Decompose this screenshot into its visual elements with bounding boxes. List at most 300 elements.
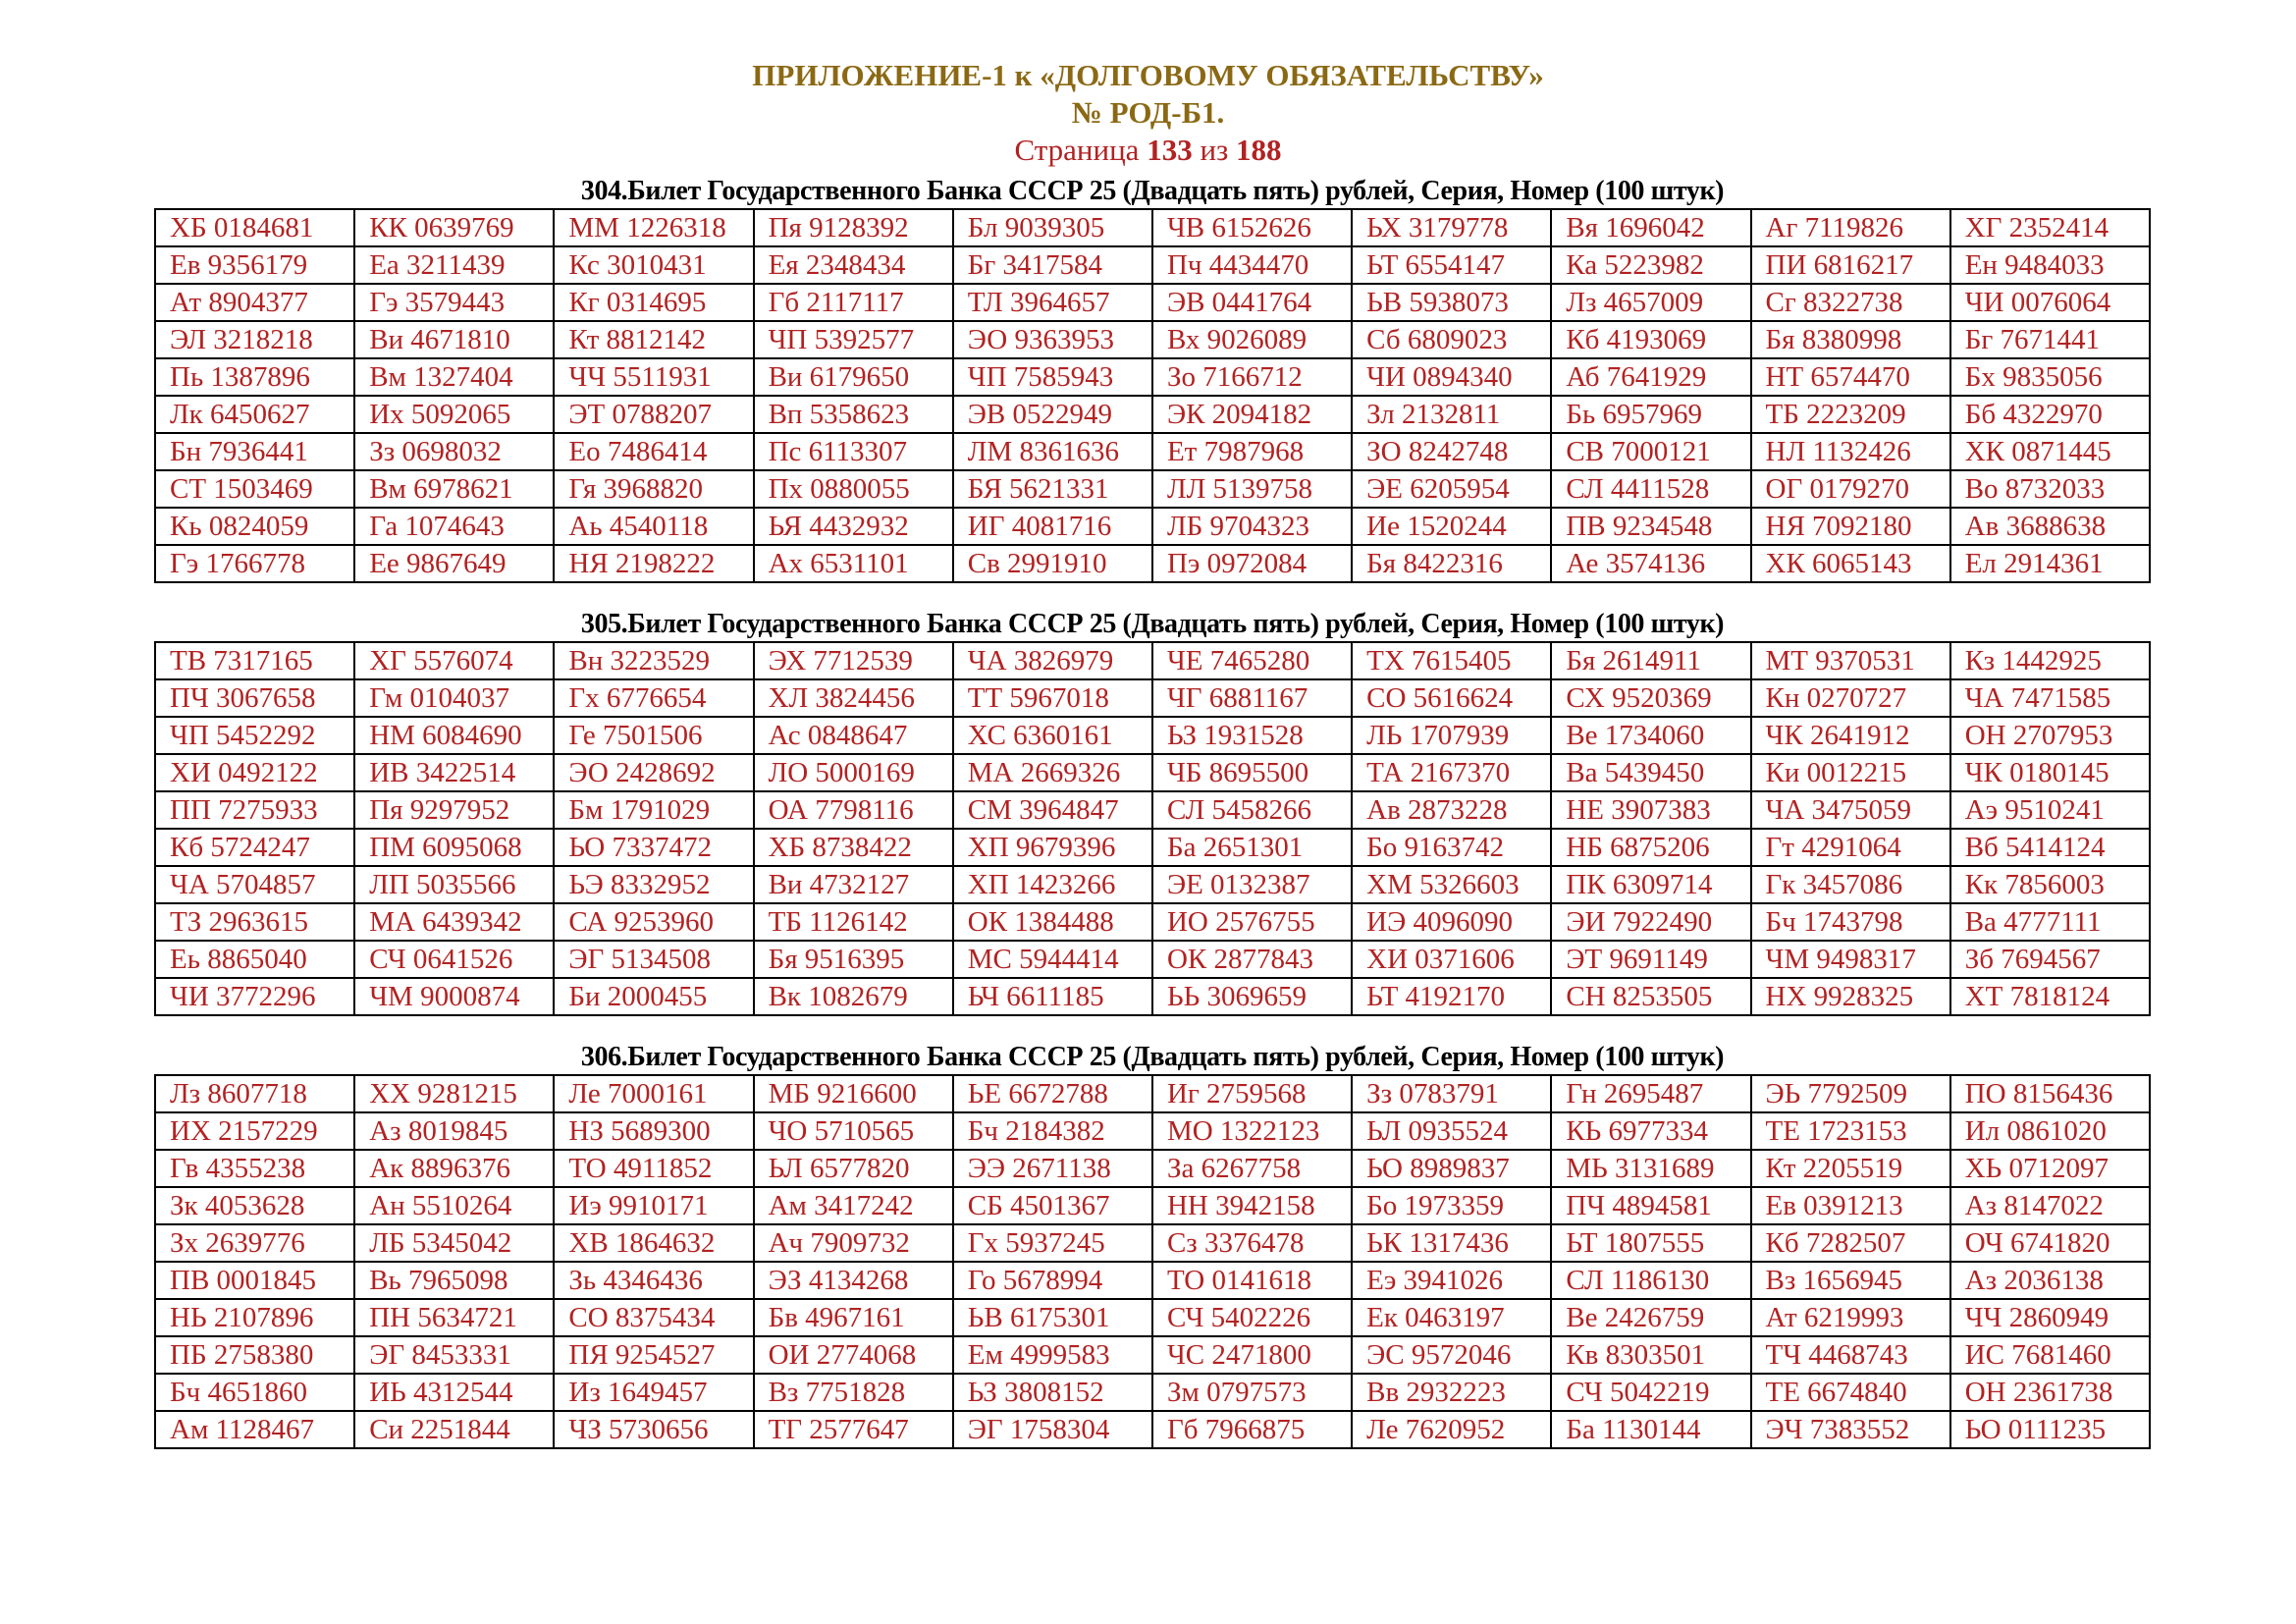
- serial-cell: Ас 0848647: [754, 717, 953, 754]
- page-total: 188: [1236, 133, 1282, 167]
- serial-cell: Ео 7486414: [554, 433, 753, 470]
- serial-cell: ХБ 8738422: [754, 829, 953, 866]
- serial-cell: НХ 9928325: [1751, 978, 1950, 1015]
- serial-cell: ЛЬ 1707939: [1352, 717, 1551, 754]
- serial-cell: ПВ 9234548: [1551, 508, 1750, 545]
- serial-cell: ПЧ 4894581: [1551, 1187, 1750, 1224]
- serial-cell: Ен 9484033: [1950, 246, 2150, 284]
- serial-cell: ЭС 9572046: [1352, 1336, 1551, 1374]
- table-row: [155, 978, 2150, 1015]
- serial-cell: ЧБ 8695500: [1152, 754, 1352, 791]
- section-heading: 304.Билет Государственного Банка СССР 25 (Двадцать пять) рублей, Серия, Номер (100 штук): [580, 176, 1725, 206]
- serial-cell: ЧА 3475059: [1751, 791, 1950, 829]
- serial-cell: ХВ 1864632: [554, 1224, 753, 1262]
- serial-cell: ЛО 5000169: [754, 754, 953, 791]
- serial-cell: Вз 7751828: [754, 1374, 953, 1411]
- serial-cell: Кк 7856003: [1950, 866, 2150, 903]
- serial-cell: ЭЕ 6205954: [1352, 470, 1551, 508]
- serial-cell: Гк 3457086: [1751, 866, 1950, 903]
- serial-cell: ЧА 7471585: [1950, 679, 2150, 717]
- serial-cell: ЧА 5704857: [155, 866, 354, 903]
- serial-cell: Ви 4732127: [754, 866, 953, 903]
- serial-cell: ХТ 7818124: [1950, 978, 2150, 1015]
- serial-cell: ОГ 0179270: [1751, 470, 1950, 508]
- serial-cell: Кв 8303501: [1551, 1336, 1750, 1374]
- serial-cell: СЛ 5458266: [1152, 791, 1352, 829]
- serial-cell: Ее 9867649: [354, 545, 554, 582]
- serial-cell: Го 5678994: [953, 1262, 1152, 1299]
- serial-cell: СЛ 1186130: [1551, 1262, 1750, 1299]
- serial-cell: Гт 4291064: [1751, 829, 1950, 866]
- serial-cell: ТБ 2223209: [1751, 396, 1950, 433]
- serial-cell: Ея 2348434: [754, 246, 953, 284]
- serial-cell: Би 2000455: [554, 978, 753, 1015]
- serial-cell: ПЧ 3067658: [155, 679, 354, 717]
- serial-cell: СЧ 5402226: [1152, 1299, 1352, 1336]
- serial-cell: ИЭ 4096090: [1352, 903, 1551, 941]
- serial-cell: Аб 7641929: [1551, 358, 1750, 396]
- serial-cell: ТА 2167370: [1352, 754, 1551, 791]
- serial-cell: Бг 3417584: [953, 246, 1152, 284]
- table-row: [155, 754, 2150, 791]
- table-row: [155, 358, 2150, 396]
- serial-cell: Кб 7282507: [1751, 1224, 1950, 1262]
- serial-cell: ЬЛ 0935524: [1352, 1112, 1551, 1150]
- serials-section-305: [154, 608, 2151, 1016]
- page-middle: из: [1192, 133, 1237, 167]
- serial-cell: ЧО 5710565: [754, 1112, 953, 1150]
- serial-cell: ЬО 0111235: [1950, 1411, 2150, 1448]
- serial-cell: Сз 3376478: [1152, 1224, 1352, 1262]
- serial-cell: Ат 6219993: [1751, 1299, 1950, 1336]
- serial-cell: ЬЧ 6611185: [953, 978, 1152, 1015]
- serial-cell: ЧИ 0894340: [1352, 358, 1551, 396]
- serial-cell: СО 8375434: [554, 1299, 753, 1336]
- serials-table: [154, 1074, 2151, 1449]
- serial-cell: ОЧ 6741820: [1950, 1224, 2150, 1262]
- serial-cell: Аг 7119826: [1751, 209, 1950, 246]
- table-row: [155, 791, 2150, 829]
- serial-cell: ХС 6360161: [953, 717, 1152, 754]
- serial-cell: Гн 2695487: [1551, 1075, 1750, 1112]
- serial-cell: Бч 1743798: [1751, 903, 1950, 941]
- serial-cell: Лз 8607718: [155, 1075, 354, 1112]
- serial-cell: Еэ 3941026: [1352, 1262, 1551, 1299]
- serial-cell: Бя 8380998: [1751, 321, 1950, 358]
- table-row: [155, 717, 2150, 754]
- serial-cell: Бч 4651860: [155, 1374, 354, 1411]
- serial-cell: Пх 0880055: [754, 470, 953, 508]
- serial-cell: ХЛ 3824456: [754, 679, 953, 717]
- serial-cell: ЧЧ 2860949: [1950, 1299, 2150, 1336]
- table-row: [155, 1187, 2150, 1224]
- serial-cell: ЧВ 6152626: [1152, 209, 1352, 246]
- serial-cell: ЧП 5452292: [155, 717, 354, 754]
- serial-cell: Ле 7000161: [554, 1075, 753, 1112]
- section-heading: 305.Билет Государственного Банка СССР 25 (Двадцать пять) рублей, Серия, Номер (100 штук): [580, 609, 1725, 639]
- serial-cell: Зк 4053628: [155, 1187, 354, 1224]
- serial-cell: Ба 2651301: [1152, 829, 1352, 866]
- serial-cell: ЬВ 5938073: [1352, 284, 1551, 321]
- page-prefix: Страница: [1014, 133, 1148, 167]
- serial-cell: Пь 1387896: [155, 358, 354, 396]
- serial-cell: ТБ 1126142: [754, 903, 953, 941]
- serial-cell: ЧЧ 5511931: [554, 358, 753, 396]
- serial-cell: Кн 0270727: [1751, 679, 1950, 717]
- serial-cell: Бх 9835056: [1950, 358, 2150, 396]
- serial-cell: СТ 1503469: [155, 470, 354, 508]
- table-row: [155, 866, 2150, 903]
- table-row: [155, 1224, 2150, 1262]
- serial-cell: Пя 9128392: [754, 209, 953, 246]
- serial-cell: ОК 2877843: [1152, 941, 1352, 978]
- serial-cell: Ем 4999583: [953, 1336, 1152, 1374]
- serial-cell: МТ 9370531: [1751, 642, 1950, 679]
- serial-cell: ЬО 7337472: [554, 829, 753, 866]
- serial-cell: За 6267758: [1152, 1150, 1352, 1187]
- serial-cell: ЧИ 3772296: [155, 978, 354, 1015]
- serial-cell: НТ 6574470: [1751, 358, 1950, 396]
- table-row: [155, 1411, 2150, 1448]
- serial-cell: Из 1649457: [554, 1374, 753, 1411]
- serial-cell: Вн 3223529: [554, 642, 753, 679]
- serial-cell: НБ 6875206: [1551, 829, 1750, 866]
- serial-cell: МА 6439342: [354, 903, 554, 941]
- serial-cell: Аз 2036138: [1950, 1262, 2150, 1299]
- serial-cell: ХГ 2352414: [1950, 209, 2150, 246]
- serial-cell: Во 8732033: [1950, 470, 2150, 508]
- serial-cell: МА 2669326: [953, 754, 1152, 791]
- serial-cell: ПМ 6095068: [354, 829, 554, 866]
- serial-cell: Лз 4657009: [1551, 284, 1750, 321]
- table-row: [155, 829, 2150, 866]
- serial-cell: ОН 2361738: [1950, 1374, 2150, 1411]
- serial-cell: НЛ 1132426: [1751, 433, 1950, 470]
- serial-cell: Ви 4671810: [354, 321, 554, 358]
- serial-cell: Ил 0861020: [1950, 1112, 2150, 1150]
- serial-cell: ЧП 7585943: [953, 358, 1152, 396]
- serial-cell: ЬЕ 6672788: [953, 1075, 1152, 1112]
- document-number: № РОД-Б1.: [1071, 95, 1225, 130]
- serial-cell: ЧК 2641912: [1751, 717, 1950, 754]
- serial-cell: СА 9253960: [554, 903, 753, 941]
- serial-cell: Их 5092065: [354, 396, 554, 433]
- serial-cell: ПП 7275933: [155, 791, 354, 829]
- serial-cell: Ев 9356179: [155, 246, 354, 284]
- serial-cell: ОК 1384488: [953, 903, 1152, 941]
- serial-cell: ЭВ 0441764: [1152, 284, 1352, 321]
- serial-cell: Бл 9039305: [953, 209, 1152, 246]
- serial-cell: Аз 8147022: [1950, 1187, 2150, 1224]
- serial-cell: ЧП 5392577: [754, 321, 953, 358]
- serial-cell: Ак 8896376: [354, 1150, 554, 1187]
- serial-cell: ХИ 0492122: [155, 754, 354, 791]
- serial-cell: ЬТ 1807555: [1551, 1224, 1750, 1262]
- serial-cell: Зм 0797573: [1152, 1374, 1352, 1411]
- serial-cell: ХХ 9281215: [354, 1075, 554, 1112]
- table-row: [155, 508, 2150, 545]
- serial-cell: ЧМ 9000874: [354, 978, 554, 1015]
- serial-cell: ТО 4911852: [554, 1150, 753, 1187]
- serial-cell: Кз 1442925: [1950, 642, 2150, 679]
- serial-cell: Вь 7965098: [354, 1262, 554, 1299]
- serial-cell: ХП 9679396: [953, 829, 1152, 866]
- serial-cell: ИХ 2157229: [155, 1112, 354, 1150]
- section-heading: 306.Билет Государственного Банка СССР 25 (Двадцать пять) рублей, Серия, Номер (100 штук): [580, 1042, 1725, 1072]
- serial-cell: Бг 7671441: [1950, 321, 2150, 358]
- serial-cell: Аэ 9510241: [1950, 791, 2150, 829]
- serial-cell: ПИ 6816217: [1751, 246, 1950, 284]
- serial-cell: Сг 8322738: [1751, 284, 1950, 321]
- serial-cell: Гя 3968820: [554, 470, 753, 508]
- serial-cell: Ав 2873228: [1352, 791, 1551, 829]
- serial-cell: ЭГ 8453331: [354, 1336, 554, 1374]
- serial-cell: СМ 3964847: [953, 791, 1152, 829]
- serial-cell: Гб 2117117: [754, 284, 953, 321]
- serial-cell: Гх 5937245: [953, 1224, 1152, 1262]
- serial-cell: ЬЬ 3069659: [1152, 978, 1352, 1015]
- table-row: [155, 941, 2150, 978]
- serial-cell: Пс 6113307: [754, 433, 953, 470]
- serial-cell: Кт 2205519: [1751, 1150, 1950, 1187]
- serial-cell: ЭО 9363953: [953, 321, 1152, 358]
- serial-cell: ЬЭ 8332952: [554, 866, 753, 903]
- serial-cell: СН 8253505: [1551, 978, 1750, 1015]
- serial-cell: Вк 1082679: [754, 978, 953, 1015]
- serial-cell: МС 5944414: [953, 941, 1152, 978]
- serial-cell: Бя 2614911: [1551, 642, 1750, 679]
- serial-cell: ХК 0871445: [1950, 433, 2150, 470]
- serial-cell: Гм 0104037: [354, 679, 554, 717]
- table-row: [155, 209, 2150, 246]
- table-row: [155, 396, 2150, 433]
- serial-cell: Ек 0463197: [1352, 1299, 1551, 1336]
- serial-cell: Ан 5510264: [354, 1187, 554, 1224]
- serial-cell: Бо 9163742: [1352, 829, 1551, 866]
- serial-cell: Кб 5724247: [155, 829, 354, 866]
- serial-cell: Вя 1696042: [1551, 209, 1750, 246]
- serial-cell: ЭВ 0522949: [953, 396, 1152, 433]
- serial-cell: КК 0639769: [354, 209, 554, 246]
- page-indicator: [0, 132, 2296, 169]
- serial-cell: Зз 0698032: [354, 433, 554, 470]
- serial-cell: НЕ 3907383: [1551, 791, 1750, 829]
- serial-cell: ИС 7681460: [1950, 1336, 2150, 1374]
- serial-cell: ХИ 0371606: [1352, 941, 1551, 978]
- serial-cell: ЬК 1317436: [1352, 1224, 1551, 1262]
- serial-cell: Ач 7909732: [754, 1224, 953, 1262]
- serial-cell: Пч 4434470: [1152, 246, 1352, 284]
- serial-cell: ЭХ 7712539: [754, 642, 953, 679]
- table-row: [155, 1262, 2150, 1299]
- serial-cell: ИВ 3422514: [354, 754, 554, 791]
- table-row: [155, 470, 2150, 508]
- serial-cell: ПВ 0001845: [155, 1262, 354, 1299]
- serial-cell: ЗО 8242748: [1352, 433, 1551, 470]
- table-row: [155, 1075, 2150, 1112]
- serial-cell: ПБ 2758380: [155, 1336, 354, 1374]
- table-row: [155, 1112, 2150, 1150]
- serial-cell: Ве 1734060: [1551, 717, 1750, 754]
- serial-cell: Иг 2759568: [1152, 1075, 1352, 1112]
- serial-cell: Бя 8422316: [1352, 545, 1551, 582]
- serial-cell: ХП 1423266: [953, 866, 1152, 903]
- serial-cell: Ге 7501506: [554, 717, 753, 754]
- serial-cell: Иэ 9910171: [554, 1187, 753, 1224]
- document-title: ПРИЛОЖЕНИЕ-1 к «ДОЛГОВОМУ ОБЯЗАТЕЛЬСТВУ»: [752, 58, 1544, 92]
- serial-cell: ТЧ 4468743: [1751, 1336, 1950, 1374]
- serial-cell: ТЕ 6674840: [1751, 1374, 1950, 1411]
- serial-cell: ЭЧ 7383552: [1751, 1411, 1950, 1448]
- serial-cell: НМ 6084690: [354, 717, 554, 754]
- serial-cell: Га 1074643: [354, 508, 554, 545]
- serial-cell: СО 5616624: [1352, 679, 1551, 717]
- serial-cell: Бь 6957969: [1551, 396, 1750, 433]
- table-row: [155, 903, 2150, 941]
- serial-cell: ЭК 2094182: [1152, 396, 1352, 433]
- serial-cell: СЧ 5042219: [1551, 1374, 1750, 1411]
- serial-cell: СБ 4501367: [953, 1187, 1152, 1224]
- serial-cell: Вм 1327404: [354, 358, 554, 396]
- serial-cell: Бн 7936441: [155, 433, 354, 470]
- serial-cell: Зз 0783791: [1352, 1075, 1551, 1112]
- table-row: [155, 642, 2150, 679]
- serial-cell: ПО 8156436: [1950, 1075, 2150, 1112]
- table-row: [155, 284, 2150, 321]
- serial-cell: ТТ 5967018: [953, 679, 1152, 717]
- serial-cell: ОН 2707953: [1950, 717, 2150, 754]
- serial-cell: ТЗ 2963615: [155, 903, 354, 941]
- serial-cell: Ат 8904377: [155, 284, 354, 321]
- serial-cell: ЭЬ 7792509: [1751, 1075, 1950, 1112]
- serial-cell: МБ 9216600: [754, 1075, 953, 1112]
- serial-cell: Еь 8865040: [155, 941, 354, 978]
- serial-cell: КЬ 6977334: [1551, 1112, 1750, 1150]
- serial-cell: Ев 0391213: [1751, 1187, 1950, 1224]
- serial-cell: ХК 6065143: [1751, 545, 1950, 582]
- serial-cell: Ел 2914361: [1950, 545, 2150, 582]
- serial-cell: НЯ 2198222: [554, 545, 753, 582]
- serials-section-304: [154, 175, 2151, 583]
- serial-cell: Си 2251844: [354, 1411, 554, 1448]
- serial-cell: Кс 3010431: [554, 246, 753, 284]
- serial-cell: ЭЭ 2671138: [953, 1150, 1152, 1187]
- serial-cell: Ки 0012215: [1751, 754, 1950, 791]
- serial-cell: ПН 5634721: [354, 1299, 554, 1336]
- serial-cell: ЭЗ 4134268: [754, 1262, 953, 1299]
- serials-section-306: [154, 1041, 2151, 1449]
- serial-cell: ХГ 5576074: [354, 642, 554, 679]
- serial-cell: Кь 0824059: [155, 508, 354, 545]
- serial-cell: Ае 3574136: [1551, 545, 1750, 582]
- serial-cell: ЧМ 9498317: [1751, 941, 1950, 978]
- serial-cell: ЛМ 8361636: [953, 433, 1152, 470]
- serial-cell: ХЬ 0712097: [1950, 1150, 2150, 1187]
- serial-cell: ИЬ 4312544: [354, 1374, 554, 1411]
- serial-cell: НЬ 2107896: [155, 1299, 354, 1336]
- serial-cell: Кт 8812142: [554, 321, 753, 358]
- serial-cell: Гб 7966875: [1152, 1411, 1352, 1448]
- serial-cell: Вв 2932223: [1352, 1374, 1551, 1411]
- serial-cell: ОИ 2774068: [754, 1336, 953, 1374]
- serial-cell: Зх 2639776: [155, 1224, 354, 1262]
- table-row: [155, 321, 2150, 358]
- serial-cell: Ам 3417242: [754, 1187, 953, 1224]
- serial-cell: ЬЯ 4432932: [754, 508, 953, 545]
- serial-cell: ИГ 4081716: [953, 508, 1152, 545]
- table-row: [155, 1374, 2150, 1411]
- serial-cell: ТО 0141618: [1152, 1262, 1352, 1299]
- serial-cell: Бб 4322970: [1950, 396, 2150, 433]
- serial-cell: Еа 3211439: [354, 246, 554, 284]
- serial-cell: ЭО 2428692: [554, 754, 753, 791]
- serial-cell: Св 2991910: [953, 545, 1152, 582]
- serials-table: [154, 208, 2151, 583]
- serial-cell: Аз 8019845: [354, 1112, 554, 1150]
- serial-cell: Ет 7987968: [1152, 433, 1352, 470]
- serial-cell: ЧК 0180145: [1950, 754, 2150, 791]
- page-current: 133: [1147, 133, 1193, 167]
- serial-cell: Вз 1656945: [1751, 1262, 1950, 1299]
- serial-cell: ЬЗ 1931528: [1152, 717, 1352, 754]
- serial-cell: ЭТ 9691149: [1551, 941, 1750, 978]
- serial-cell: ЧЗ 5730656: [554, 1411, 753, 1448]
- serial-cell: ЧИ 0076064: [1950, 284, 2150, 321]
- serial-cell: ЬВ 6175301: [953, 1299, 1152, 1336]
- serial-cell: Ба 1130144: [1551, 1411, 1750, 1448]
- serial-cell: Ва 5439450: [1551, 754, 1750, 791]
- serial-cell: ТВ 7317165: [155, 642, 354, 679]
- table-row: [155, 1336, 2150, 1374]
- table-row: [155, 433, 2150, 470]
- serial-cell: Ам 1128467: [155, 1411, 354, 1448]
- serial-cell: НЯ 7092180: [1751, 508, 1950, 545]
- serial-cell: Кб 4193069: [1551, 321, 1750, 358]
- table-row: [155, 545, 2150, 582]
- serial-cell: Бм 1791029: [554, 791, 753, 829]
- serial-cell: Кг 0314695: [554, 284, 753, 321]
- serial-cell: ЛБ 9704323: [1152, 508, 1352, 545]
- serial-cell: Гв 4355238: [155, 1150, 354, 1187]
- serial-cell: Вб 5414124: [1950, 829, 2150, 866]
- serial-cell: НЗ 5689300: [554, 1112, 753, 1150]
- serial-cell: ОА 7798116: [754, 791, 953, 829]
- serial-cell: ЭИ 7922490: [1551, 903, 1750, 941]
- serial-cell: Бо 1973359: [1352, 1187, 1551, 1224]
- serial-cell: Ва 4777111: [1950, 903, 2150, 941]
- serial-cell: Ве 2426759: [1551, 1299, 1750, 1336]
- serial-cell: СЧ 0641526: [354, 941, 554, 978]
- serial-cell: СХ 9520369: [1551, 679, 1750, 717]
- serial-cell: ЭЛ 3218218: [155, 321, 354, 358]
- serial-cell: ЛЛ 5139758: [1152, 470, 1352, 508]
- serial-cell: Вх 9026089: [1152, 321, 1352, 358]
- serial-cell: ЧЕ 7465280: [1152, 642, 1352, 679]
- serial-cell: ИО 2576755: [1152, 903, 1352, 941]
- serial-cell: Аь 4540118: [554, 508, 753, 545]
- serial-cell: Ах 6531101: [754, 545, 953, 582]
- serials-table: [154, 641, 2151, 1016]
- serial-cell: Гх 6776654: [554, 679, 753, 717]
- serial-cell: Зб 7694567: [1950, 941, 2150, 978]
- serial-cell: ПК 6309714: [1551, 866, 1750, 903]
- serial-cell: Пя 9297952: [354, 791, 554, 829]
- table-row: [155, 246, 2150, 284]
- serial-cell: ММ 1226318: [554, 209, 753, 246]
- serial-cell: Бч 2184382: [953, 1112, 1152, 1150]
- serial-cell: Гэ 3579443: [354, 284, 554, 321]
- serial-cell: Вм 6978621: [354, 470, 554, 508]
